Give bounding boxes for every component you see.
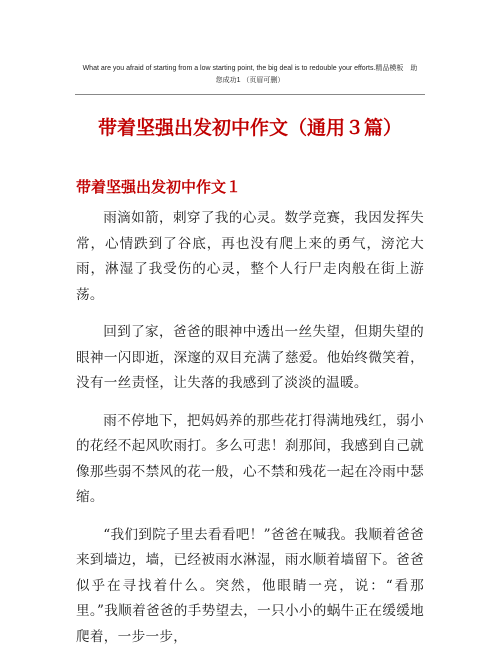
page-header — [70, 63, 430, 87]
header-line-1: What are you afraid of starting from a low starting point, the big deal is to redouble your efforts.精品模板 助 — [82, 65, 418, 72]
document-title: 带着坚强出发初中作文（通用３篇） — [97, 117, 402, 139]
header-line-2: 您成功1 （页眉可删） — [215, 77, 285, 84]
header-divider — [75, 94, 425, 95]
paragraph-3: 雨不停地下，把妈妈养的那些花打得满地残红，弱小的花经不起风吹雨打。多么可悲！刹那间，我感到自己就像那些弱不禁风的花一般，心不禁和残花一起在冷雨中瑟缩。 — [76, 412, 424, 505]
paragraph-2: 回到了家，爸爸的眼神中透出一丝失望，但期失望的眼神一闪即逝，深邃的双目充满了慈爱。他始终微笑着，没有一丝责怪，让失落的我感到了淡淡的温暖。 — [76, 324, 424, 391]
paragraph-1: 雨滴如箭，刺穿了我的心灵。数学竞赛，我因发挥失常，心情跌到了谷底，再也没有爬上来的勇气，滂沱大雨，淋湿了我受伤的心灵，整个人行尸走肉般在街上游荡。 — [76, 210, 424, 303]
paragraph-4: “我们到院子里去看看吧！”爸爸在喊我。我顺着爸爸来到墙边，墙，已经被雨水淋湿，雨水顺着墙留下。爸爸似乎在寻找着什么。突然，他眼睛一亮，说：“看那里。”我顺着爸爸的手势望去，一只小小的蜗牛正在缓缓地爬着，一步一步， — [76, 526, 424, 645]
article-body — [76, 206, 424, 662]
section-title: 带着坚强出发初中作文１ — [76, 178, 242, 196]
